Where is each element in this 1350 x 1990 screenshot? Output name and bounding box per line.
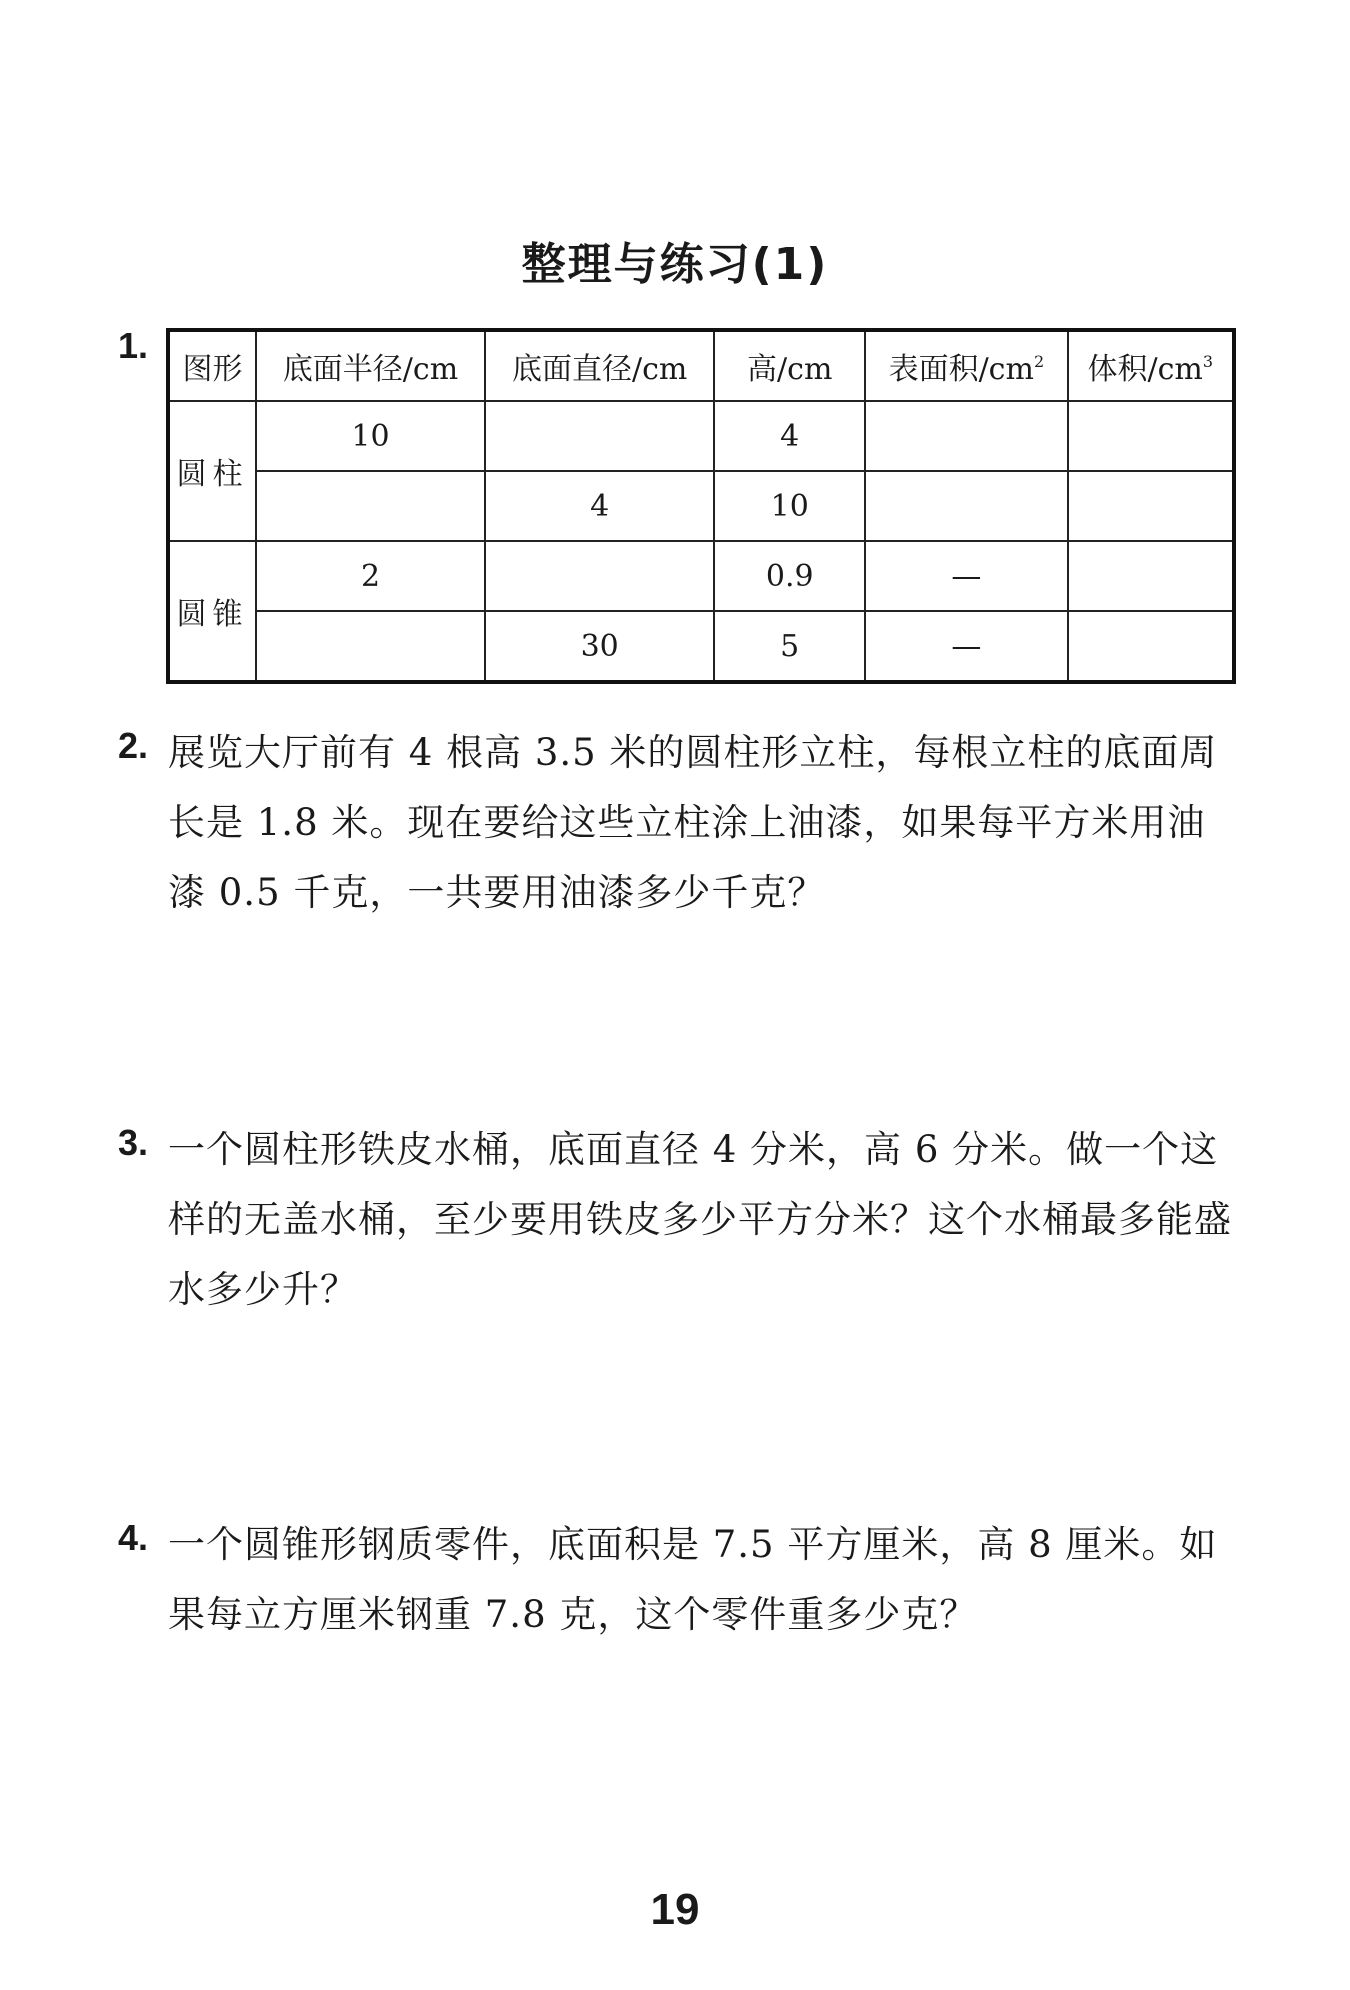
cell-radius[interactable]	[256, 471, 485, 541]
table-row	[168, 401, 1234, 471]
table-header-row	[168, 330, 1234, 401]
cell-height[interactable]: 4	[714, 401, 865, 471]
header-volume	[1068, 330, 1234, 401]
table-row	[168, 611, 1234, 682]
header-volume-label: 体积/cm	[1087, 352, 1203, 387]
cell-radius[interactable]	[256, 611, 485, 682]
question-3-text: 一个圆柱形铁皮水桶，底面直径 4 分米，高 6 分米。做一个这样的无盖水桶，至少要用铁皮多少平方分米？这个水桶最多能盛水多少升？	[168, 1128, 1232, 1311]
cell-diameter[interactable]: 4	[485, 471, 714, 541]
header-diameter: 底面直径/cm	[485, 330, 714, 401]
question-2-number: 2.	[118, 725, 149, 766]
cell-diameter[interactable]	[485, 541, 714, 611]
question-4-text: 一个圆锥形钢质零件，底面积是 7.5 平方厘米，高 8 厘米。如果每立方厘米钢重 7.8 克，这个零件重多少克？	[168, 1523, 1218, 1636]
header-volume-exponent: 3	[1202, 352, 1214, 371]
solids-table	[166, 328, 1236, 684]
header-surface-area-label: 表面积/cm	[888, 352, 1034, 387]
cell-diameter[interactable]	[485, 401, 714, 471]
table-row	[168, 471, 1234, 541]
header-radius: 底面半径/cm	[256, 330, 485, 401]
question-1-number: 1.	[118, 325, 149, 366]
header-height: 高/cm	[714, 330, 865, 401]
question-3-number: 3.	[118, 1122, 149, 1163]
question-2-text: 展览大厅前有 4 根高 3.5 米的圆柱形立柱，每根立柱的底面周长是 1.8 米。现在要给这些立柱涂上油漆，如果每平方米用油漆 0.5 千克，一共要用油漆多少千克？	[168, 731, 1218, 914]
shape-cylinder: 圆柱	[168, 401, 256, 541]
cell-volume[interactable]	[1068, 401, 1234, 471]
page-number: 19	[650, 1885, 700, 1934]
page-title: 整理与练习(1)	[521, 239, 829, 290]
table-row	[168, 541, 1234, 611]
cell-diameter[interactable]: 30	[485, 611, 714, 682]
header-shape: 图形	[168, 330, 256, 401]
cell-height[interactable]: 10	[714, 471, 865, 541]
cell-radius[interactable]: 2	[256, 541, 485, 611]
cell-surface-area[interactable]	[865, 401, 1067, 471]
cell-volume[interactable]	[1068, 471, 1234, 541]
cell-surface-area: —	[865, 541, 1067, 611]
cell-height[interactable]: 5	[714, 611, 865, 682]
shape-cone: 圆锥	[168, 541, 256, 682]
cell-surface-area[interactable]	[865, 471, 1067, 541]
cell-radius[interactable]: 10	[256, 401, 485, 471]
cell-volume[interactable]	[1068, 541, 1234, 611]
header-surface-area	[865, 330, 1067, 401]
cell-surface-area: —	[865, 611, 1067, 682]
cell-volume[interactable]	[1068, 611, 1234, 682]
header-surface-area-exponent: 2	[1033, 352, 1045, 371]
cell-height[interactable]: 0.9	[714, 541, 865, 611]
question-4-number: 4.	[118, 1517, 149, 1558]
